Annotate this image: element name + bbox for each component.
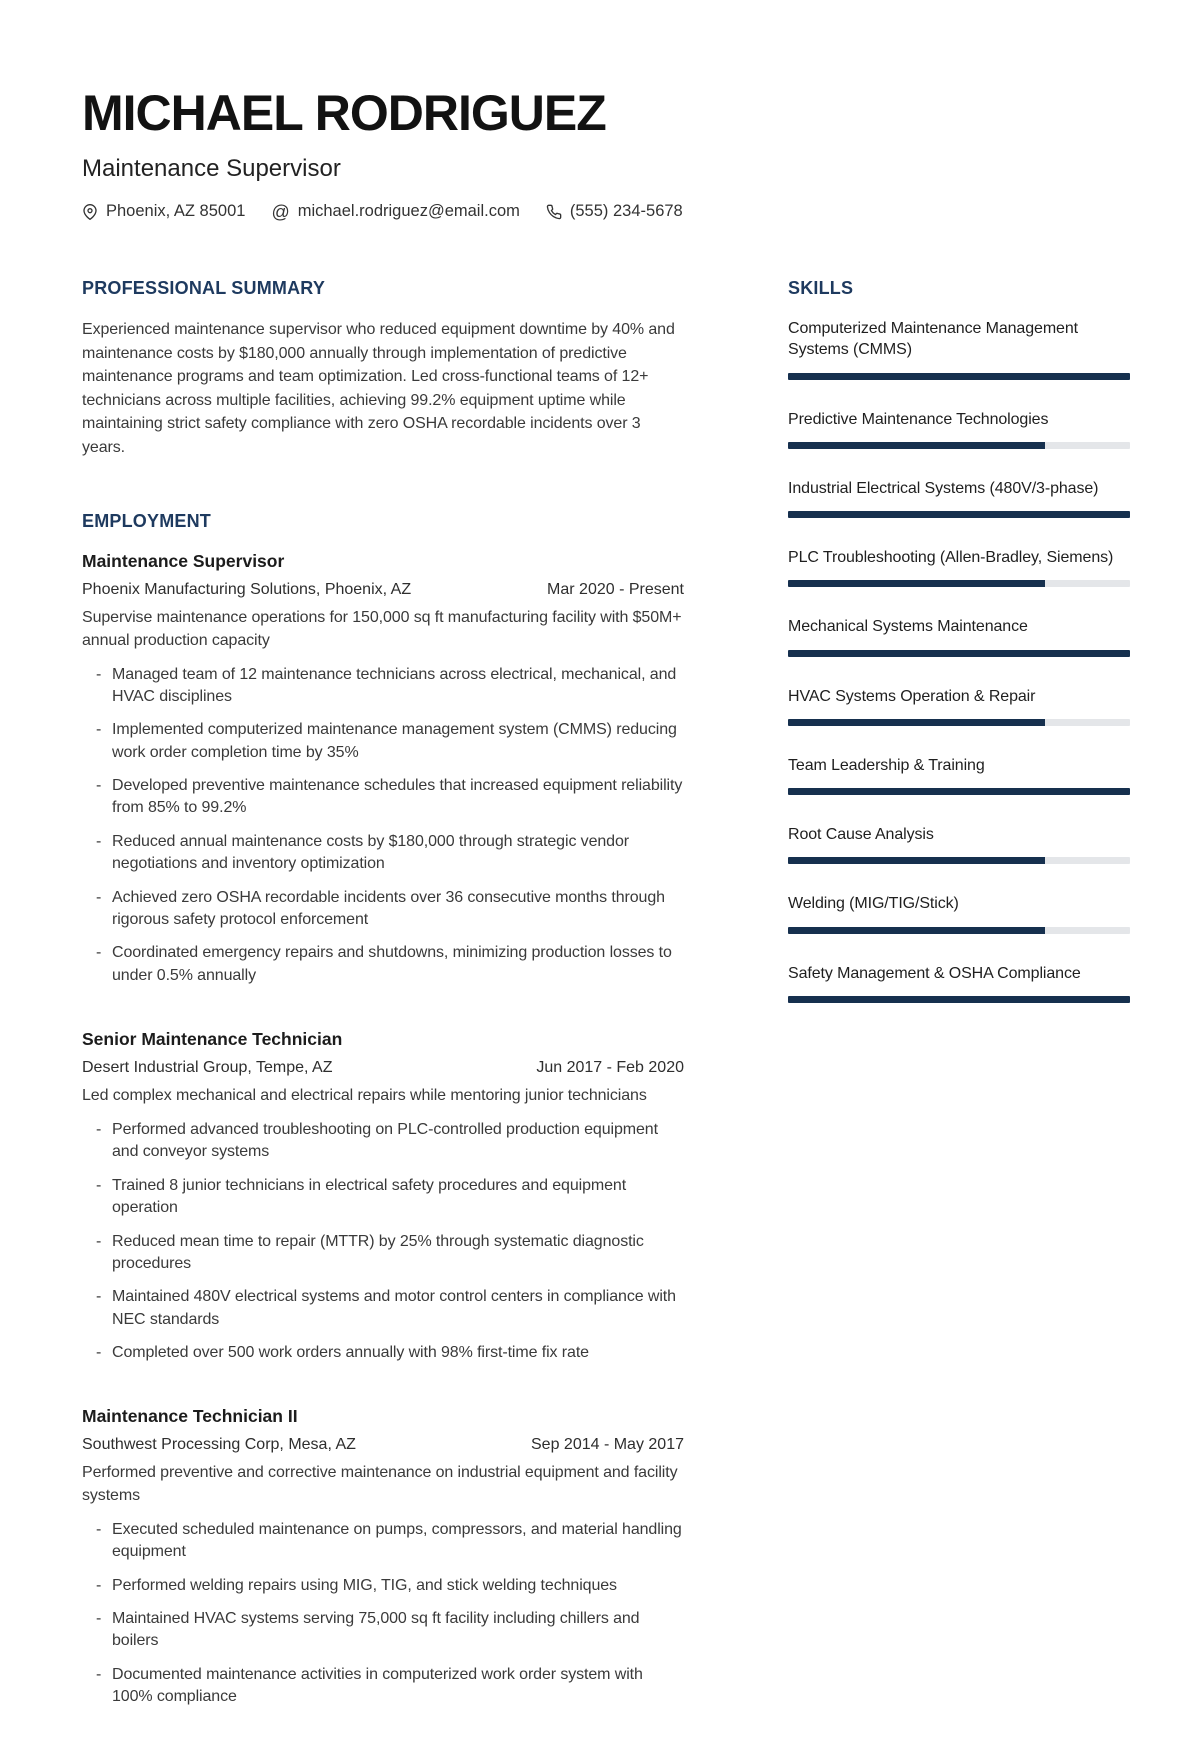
job-bullet: - Coordinated emergency repairs and shutdowns, minimizing production losses to under 0.5% annually <box>82 942 684 987</box>
candidate-name: MICHAEL RODRIGUEZ <box>82 85 606 141</box>
job-bullet: - Reduced mean time to repair (MTTR) by 25% through systematic diagnostic procedures <box>82 1231 684 1276</box>
skill-item <box>788 893 1130 933</box>
job-bullet: - Completed over 500 work orders annually with 98% first-time fix rate <box>82 1342 684 1364</box>
contact-location <box>82 202 245 221</box>
skill-level-fill <box>788 857 1045 864</box>
skill-item <box>788 318 1130 380</box>
job-meta-row <box>82 1436 684 1454</box>
candidate-job-title: Maintenance Supervisor <box>82 155 341 182</box>
skill-level-bar <box>788 580 1130 587</box>
contact-phone-text: (555) 234-5678 <box>569 202 683 220</box>
skill-name: PLC Troubleshooting (Allen-Bradley, Siemens) <box>788 549 1114 567</box>
skills-heading: SKILLS <box>788 278 854 298</box>
job-bullet: - Maintained 480V electrical systems and motor control centers in compliance with NEC standards <box>82 1286 684 1331</box>
skill-item <box>788 478 1130 518</box>
job-company: Desert Industrial Group, Tempe, AZ <box>82 1059 333 1077</box>
skill-list <box>788 318 1130 1003</box>
location-pin-icon <box>82 204 98 220</box>
job-entry <box>82 1029 684 1364</box>
skill-level-bar <box>788 373 1130 380</box>
skill-item <box>788 409 1130 449</box>
job-dates: Sep 2014 - May 2017 <box>531 1436 684 1454</box>
employment-heading: EMPLOYMENT <box>82 511 212 532</box>
skill-level-bar <box>788 788 1130 795</box>
summary-heading: PROFESSIONAL SUMMARY <box>82 278 326 298</box>
job-company: Southwest Processing Corp, Mesa, AZ <box>82 1436 356 1454</box>
job-bullet-list <box>82 1119 684 1365</box>
job-dates: Mar 2020 - Present <box>547 581 684 599</box>
contact-location-text: Phoenix, AZ 85001 <box>106 202 246 220</box>
skill-level-fill <box>788 788 1130 795</box>
skill-item <box>788 824 1130 864</box>
contact-row <box>82 202 1130 221</box>
skill-name: Mechanical Systems Maintenance <box>788 618 1028 636</box>
skill-item <box>788 686 1130 726</box>
job-description: Led complex mechanical and electrical repairs while mentoring junior technicians <box>82 1087 647 1105</box>
resume-header <box>82 85 1130 222</box>
skill-level-bar <box>788 650 1130 657</box>
contact-email <box>271 202 519 221</box>
summary-section <box>82 278 684 459</box>
skill-item <box>788 616 1130 656</box>
employment-section <box>82 511 684 1709</box>
at-sign-icon: @ <box>271 201 290 222</box>
skill-name: Predictive Maintenance Technologies <box>788 410 1049 428</box>
skill-level-bar <box>788 996 1130 1003</box>
job-title: Maintenance Supervisor <box>82 551 285 572</box>
job-dates: Jun 2017 - Feb 2020 <box>536 1059 684 1077</box>
skill-level-bar <box>788 927 1130 934</box>
job-bullet: - Executed scheduled maintenance on pumps, compressors, and material handling equipment <box>82 1519 684 1564</box>
job-bullet: - Developed preventive maintenance schedules that increased equipment reliability from 85% to 99.2% <box>82 775 684 820</box>
skill-level-fill <box>788 373 1130 380</box>
job-bullet: - Reduced annual maintenance costs by $180,000 through strategic vendor negotiations and inventory optimization <box>82 831 684 876</box>
job-entry <box>82 1406 684 1708</box>
skill-name: Computerized Maintenance Management Systems (CMMS) <box>788 320 1079 359</box>
job-bullet: - Achieved zero OSHA recordable incidents over 36 consecutive months through rigorous safety protocol enforcement <box>82 887 684 932</box>
contact-email-text: michael.rodriguez@email.com <box>297 202 520 220</box>
content-columns <box>82 278 1130 1709</box>
skill-level-bar <box>788 511 1130 518</box>
job-company: Phoenix Manufacturing Solutions, Phoenix, AZ <box>82 581 412 599</box>
skill-level-bar <box>788 857 1130 864</box>
job-description: Performed preventive and corrective maintenance on industrial equipment and facility systems <box>82 1464 678 1505</box>
skill-level-fill <box>788 927 1045 934</box>
job-meta-row <box>82 581 684 599</box>
job-bullet: - Performed welding repairs using MIG, TIG, and stick welding techniques <box>82 1575 684 1597</box>
skill-level-bar <box>788 442 1130 449</box>
main-column <box>82 278 684 1709</box>
skill-level-bar <box>788 719 1130 726</box>
job-bullet: - Trained 8 junior technicians in electrical safety procedures and equipment operation <box>82 1175 684 1220</box>
skill-name: HVAC Systems Operation & Repair <box>788 687 1036 705</box>
skill-item <box>788 755 1130 795</box>
summary-text: Experienced maintenance supervisor who reduced equipment downtime by 40% and maintenance costs by $180,000 annually through implementation of predictive maintenance programs and team optimization. Led cross-functional teams of 12+ technicians across multiple facilities, achieving 99.2% equipment uptime while maintaining strict safety compliance with zero OSHA recordable incidents over 3 years. <box>82 321 675 456</box>
skill-level-fill <box>788 719 1045 726</box>
skills-section <box>788 278 1130 1003</box>
contact-phone <box>546 202 683 221</box>
skill-level-fill <box>788 650 1130 657</box>
phone-icon <box>546 204 562 220</box>
job-bullet: - Documented maintenance activities in computerized work order system with 100% compliance <box>82 1664 684 1709</box>
job-list <box>82 551 684 1709</box>
skill-level-fill <box>788 580 1045 587</box>
skill-level-fill <box>788 511 1130 518</box>
job-title: Maintenance Technician II <box>82 1406 298 1427</box>
skill-name: Industrial Electrical Systems (480V/3-phase) <box>788 479 1099 497</box>
job-title: Senior Maintenance Technician <box>82 1029 343 1050</box>
skill-name: Safety Management & OSHA Compliance <box>788 964 1081 982</box>
job-entry <box>82 551 684 987</box>
job-bullet-list <box>82 1519 684 1709</box>
job-bullet: - Implemented computerized maintenance management system (CMMS) reducing work order completion time by 35% <box>82 719 684 764</box>
job-bullet: - Maintained HVAC systems serving 75,000 sq ft facility including chillers and boilers <box>82 1608 684 1653</box>
skill-name: Root Cause Analysis <box>788 826 934 844</box>
job-description: Supervise maintenance operations for 150,000 sq ft manufacturing facility with $50M+ annual production capacity <box>82 609 682 649</box>
skill-item <box>788 963 1130 1003</box>
job-bullet-list <box>82 664 684 988</box>
job-bullet: - Performed advanced troubleshooting on PLC-controlled production equipment and conveyor systems <box>82 1119 684 1164</box>
skill-item <box>788 547 1130 587</box>
skill-level-fill <box>788 996 1130 1003</box>
job-bullet: - Managed team of 12 maintenance technicians across electrical, mechanical, and HVAC disciplines <box>82 664 684 709</box>
job-meta-row <box>82 1059 684 1077</box>
skill-name: Team Leadership & Training <box>788 756 985 774</box>
skill-name: Welding (MIG/TIG/Stick) <box>788 895 959 913</box>
skill-level-fill <box>788 442 1045 449</box>
